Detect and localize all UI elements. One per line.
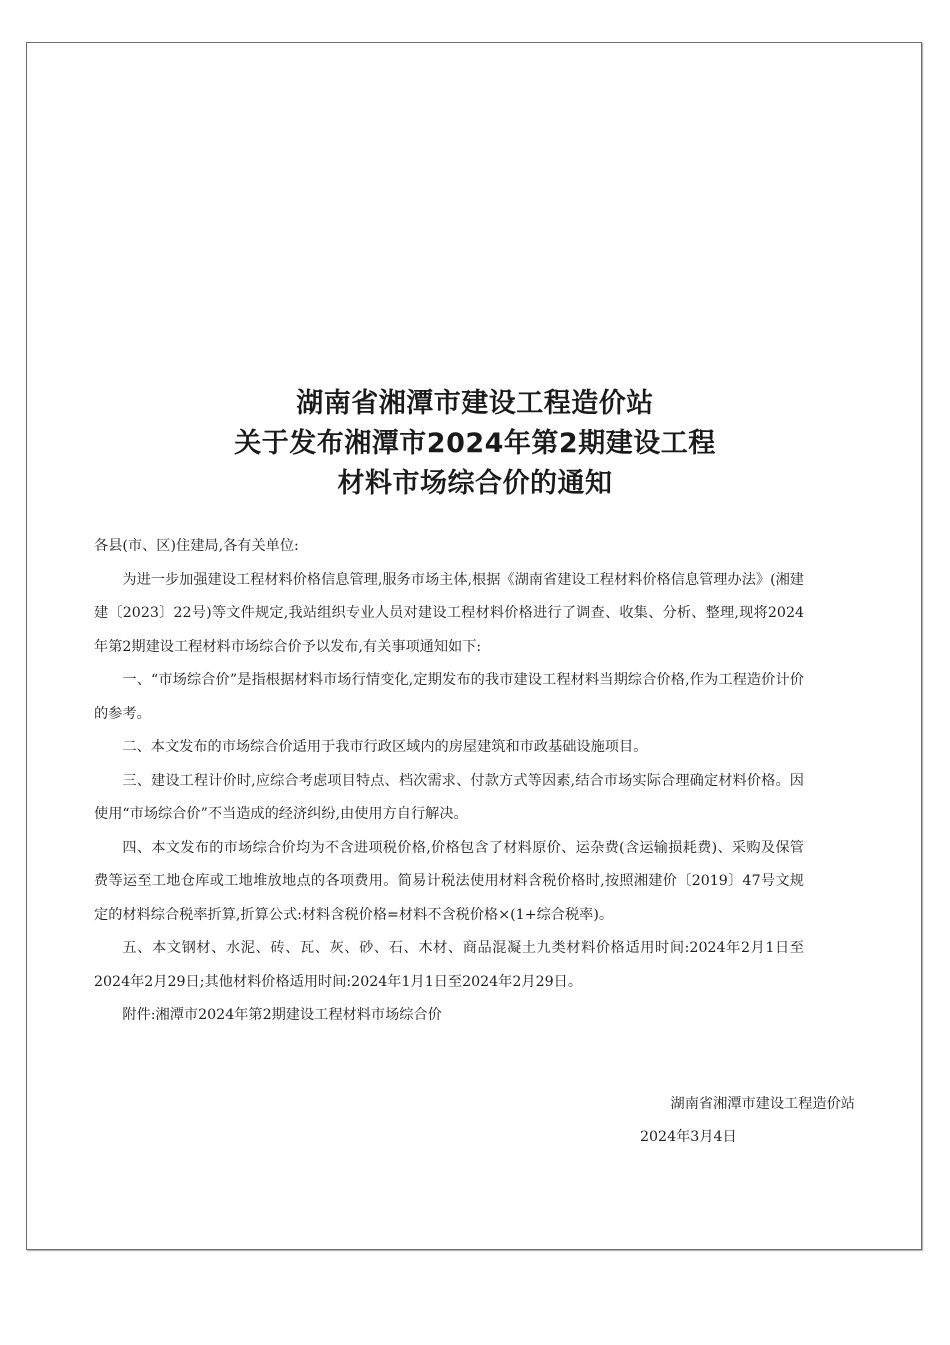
salutation: 各县(市、区)住建局,各有关单位: — [94, 538, 299, 554]
paragraph-item-2: 二、本文发布的市场综合价适用于我市行政区域内的房屋建筑和市政基础设施项目。 — [122, 739, 648, 755]
attachment-note: 附件:湘潭市2024年第2期建设工程材料市场综合价 — [122, 1007, 442, 1023]
paragraph-item-5: 五、本文钢材、水泥、砖、瓦、灰、砂、石、木材、商品混凝土九类材料价格适用时间:2024年2月1日至2024年2月29日;其他材料价格适用时间:2024年1月1日至2024年2月29日。 — [94, 940, 804, 990]
issue-date: 2024年3月4日 — [640, 1129, 737, 1145]
paragraph-item-3: 三、建设工程计价时,应综合考虑项目特点、档次需求、付款方式等因素,结合市场实际合理确定材料价格。因使用“市场综合价”不当造成的经济纠纷,由使用方自行解决。 — [94, 772, 804, 822]
document-title — [0, 384, 950, 504]
document-body — [94, 530, 804, 1033]
paragraph-item-1: 一、“市场综合价”是指根据材料市场行情变化,定期发布的我市建设工程材料当期综合价格,作为工程造价计价的参考。 — [94, 672, 804, 722]
issuer-signature: 湖南省湘潭市建设工程造价站 — [670, 1096, 855, 1112]
paragraph-intro: 为进一步加强建设工程材料价格信息管理,服务市场主体,根据《湖南省建设工程材料价格信息管理办法》(湘建建〔2023〕22号)等文件规定,我站组织专业人员对建设工程材料价格进行了调查、收集、分析、整理,现将2024年第2期建设工程材料市场综合价予以发布,有关事项通知如下: — [94, 571, 804, 655]
title-line-1: 湖南省湘潭市建设工程造价站 — [296, 388, 654, 419]
paragraph-item-4: 四、本文发布的市场综合价均为不含进项税价格,价格包含了材料原价、运杂费(含运输损耗费)、采购及保管费等运至工地仓库或工地堆放地点的各项费用。简易计税法使用材料含税价格时,按照湘建价〔2019〕47号文规定的材料综合税率折算,折算公式:材料含税价格=材料不含税价格×(1+综合税率)。 — [94, 839, 804, 923]
title-line-3: 材料市场综合价的通知 — [337, 468, 613, 499]
title-line-2: 关于发布湘潭市2024年第2期建设工程 — [234, 428, 716, 459]
